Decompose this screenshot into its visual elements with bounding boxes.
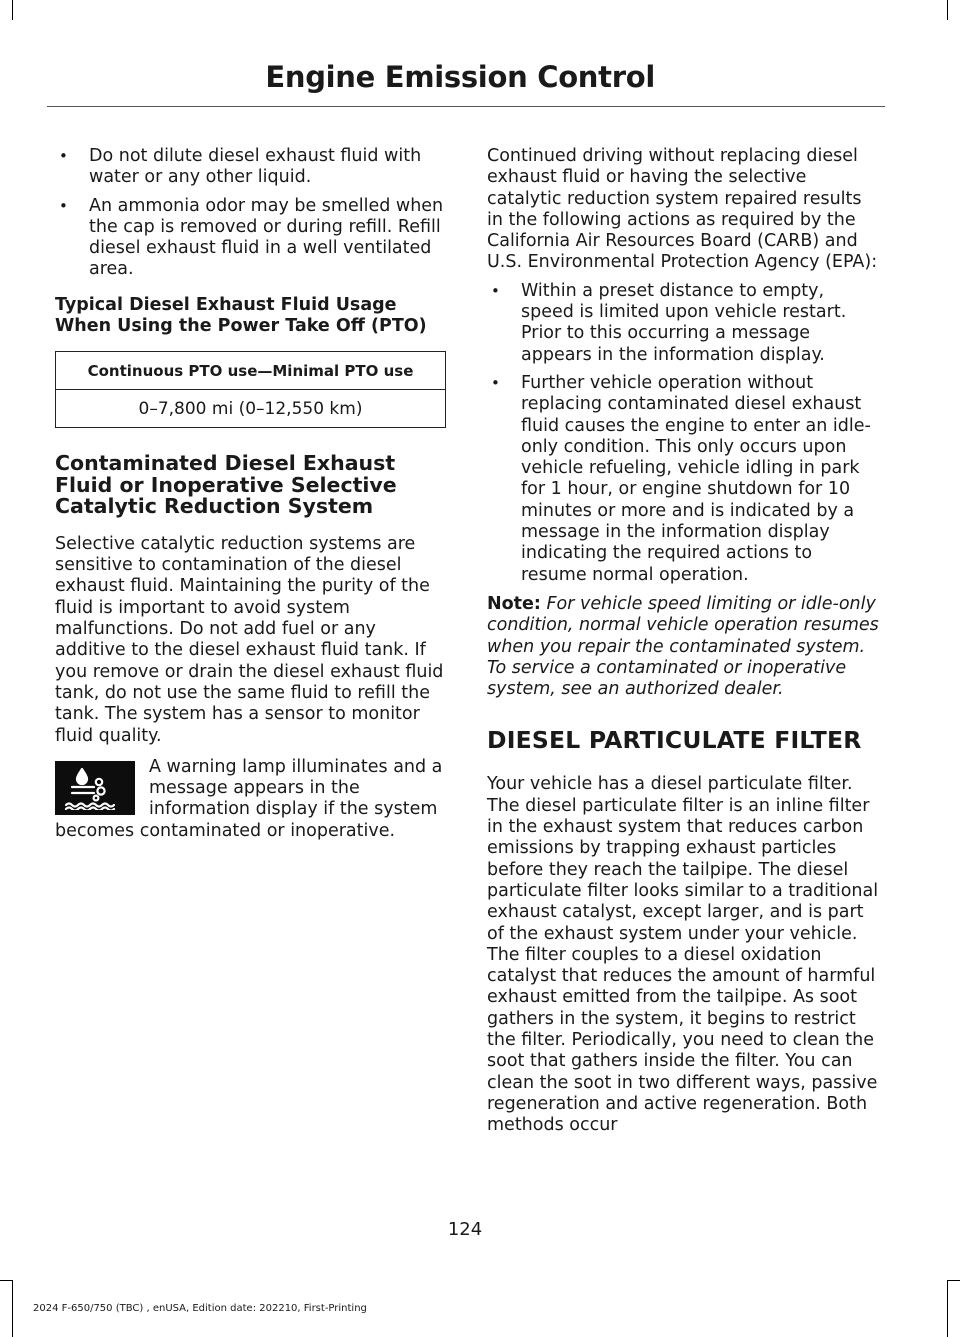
intro-paragraph: Continued driving without replacing diesel exhaust fluid or having the selective catalytic reduction system repaired results in the following actions as required by the California Air Resources Board (CARB) and U.S. Environmental Protection Agency (EPA):	[487, 146, 878, 273]
crop-mark-bottom-left	[12, 1280, 13, 1337]
pto-usage-table	[55, 351, 446, 428]
list-item: • Do not dilute diesel exhaust fluid with water or any other liquid.	[55, 146, 447, 189]
crop-mark-bottom-right-h	[947, 1280, 960, 1281]
list-item: • An ammonia odor may be smelled when the cap is removed or during refill. Refill diesel exhaust fluid in a well ventilated area.	[55, 196, 447, 281]
right-bullet-list	[487, 281, 880, 586]
left-bullet-list	[55, 146, 447, 281]
left-column	[55, 146, 447, 842]
note-label: Note:	[487, 593, 541, 614]
page-title: Engine Emission Control	[265, 60, 655, 94]
crop-mark-top-right	[947, 0, 948, 20]
list-item: • Within a preset distance to empty, speed is limited upon vehicle restart. Prior to this occurring a message appears in the information display.	[487, 281, 880, 366]
contaminated-paragraph: Selective catalytic reduction systems are sensitive to contamination of the diesel exhaust fluid. Maintaining the purity of the fluid is important to avoid system malfunctions. Do not add fuel or any additive to the diesel exhaust fluid tank. If you remove or drain the diesel exhaust fluid tank, do not use the same fluid to refill the tank. The system has a sensor to monitor fluid quality.	[55, 533, 444, 746]
usage-heading: Typical Diesel Exhaust Fluid Usage When Using the Power Take Off (PTO)	[55, 294, 427, 337]
list-item: • Further vehicle operation without replacing contaminated diesel exhaust fluid causes the engine to enter an idle-only condition. This only occurs upon vehicle refueling, vehicle idling in park for 1 hour, or engine shutdown for 10 minutes or more and is indicated by a message in the information display indicating the required actions to resume normal operation.	[487, 373, 880, 586]
diesel-exhaust-fluid-warning-icon	[55, 761, 135, 815]
table-cell: 0–7,800 mi (0–12,550 km)	[56, 390, 446, 428]
contaminated-heading: Contaminated Diesel Exhaust Fluid or Inoperative Selective Catalytic Reduction System	[55, 451, 397, 519]
note-text: For vehicle speed limiting or idle-only condition, normal vehicle operation resumes when you repair the contaminated system. To service a contaminated or inoperative system, see an authorized dealer.	[487, 593, 879, 700]
dpf-paragraph: Your vehicle has a diesel particulate filter. The diesel particulate filter is an inline filter in the exhaust system that reduces carbon emissions by trapping exhaust particles before they reach the tailpipe. The diesel particulate filter looks similar to a traditional exhaust catalyst, except larger, and is part of the exhaust system under your vehicle. The filter couples to a diesel oxidation catalyst that reduces the amount of harmful exhaust emitted from the tailpipe. As soot gathers in the system, it begins to restrict the filter. Periodically, you need to clean the soot that gathers inside the filter. You can clean the soot in two different ways, passive regeneration and active regeneration. Both methods occur	[487, 774, 879, 1136]
crop-mark-bottom-left-h	[0, 1280, 12, 1281]
header-rule	[47, 106, 885, 107]
table-header-cell: Continuous PTO use—Minimal PTO use	[56, 352, 446, 390]
page-number: 124	[447, 1219, 483, 1240]
crop-mark-top-left	[12, 0, 13, 20]
warning-paragraph: A warning lamp illuminates and a message appears in the information display if the system becomes contaminated or inoperative.	[55, 756, 443, 841]
footer-edition-info: 2024 F-650/750 (TBC) , enUSA, Edition date: 202210, First-Printing	[33, 1303, 367, 1314]
warning-block	[55, 757, 447, 842]
note-paragraph	[487, 594, 880, 700]
dpf-heading: DIESEL PARTICULATE FILTER	[487, 726, 862, 755]
right-column	[487, 146, 880, 1136]
crop-mark-bottom-right	[947, 1280, 948, 1337]
